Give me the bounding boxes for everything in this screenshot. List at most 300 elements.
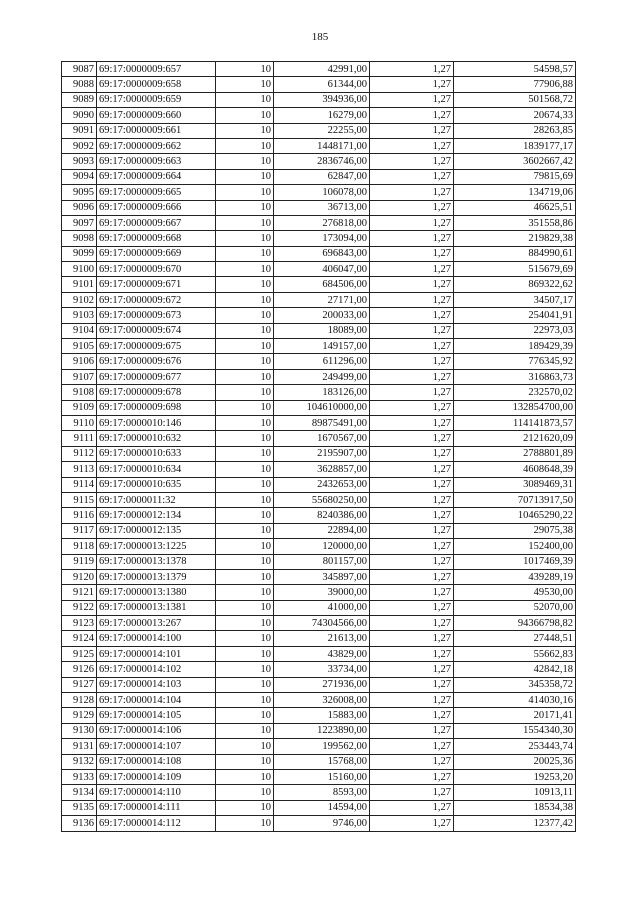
row-number-cell: 9123: [62, 616, 97, 631]
cadastral-number-cell: 69:17:0000010:634: [97, 462, 216, 477]
result-cell: 132854700,00: [454, 400, 576, 415]
row-number-cell: 9110: [62, 415, 97, 430]
table-row: [62, 339, 576, 354]
table-row: [62, 462, 576, 477]
category-cell: 10: [216, 523, 274, 538]
coefficient-cell: 1,27: [370, 292, 454, 307]
category-cell: 10: [216, 262, 274, 277]
table-row: [62, 354, 576, 369]
coefficient-cell: 1,27: [370, 554, 454, 569]
coefficient-cell: 1,27: [370, 415, 454, 430]
row-number-cell: 9131: [62, 739, 97, 754]
table-row: [62, 754, 576, 769]
row-number-cell: 9126: [62, 662, 97, 677]
category-cell: 10: [216, 662, 274, 677]
coefficient-cell: 1,27: [370, 754, 454, 769]
row-number-cell: 9129: [62, 708, 97, 723]
coefficient-cell: 1,27: [370, 123, 454, 138]
category-cell: 10: [216, 446, 274, 461]
coefficient-cell: 1,27: [370, 523, 454, 538]
table-row: [62, 800, 576, 815]
cadastral-number-cell: 69:17:0000014:101: [97, 646, 216, 661]
cadastral-number-cell: 69:17:0000014:109: [97, 769, 216, 784]
cadastral-number-cell: 69:17:0000013:1225: [97, 539, 216, 554]
result-cell: 2121620,09: [454, 431, 576, 446]
cadastral-number-cell: 69:17:0000009:658: [97, 77, 216, 92]
category-cell: 10: [216, 354, 274, 369]
result-cell: 27448,51: [454, 631, 576, 646]
cadastral-number-cell: 69:17:0000009:677: [97, 369, 216, 384]
table-row: [62, 708, 576, 723]
category-cell: 10: [216, 215, 274, 230]
coefficient-cell: 1,27: [370, 108, 454, 123]
cadastral-number-cell: 69:17:0000009:663: [97, 154, 216, 169]
coefficient-cell: 1,27: [370, 169, 454, 184]
result-cell: 134719,06: [454, 185, 576, 200]
row-number-cell: 9112: [62, 446, 97, 461]
row-number-cell: 9120: [62, 569, 97, 584]
value-cell: 394936,00: [274, 92, 370, 107]
row-number-cell: 9106: [62, 354, 97, 369]
row-number-cell: 9096: [62, 200, 97, 215]
category-cell: 10: [216, 508, 274, 523]
cadastral-number-cell: 69:17:0000009:660: [97, 108, 216, 123]
category-cell: 10: [216, 477, 274, 492]
result-cell: 10913,11: [454, 785, 576, 800]
result-cell: 2788801,89: [454, 446, 576, 461]
result-cell: 12377,42: [454, 816, 576, 831]
coefficient-cell: 1,27: [370, 785, 454, 800]
row-number-cell: 9128: [62, 693, 97, 708]
coefficient-cell: 1,27: [370, 262, 454, 277]
table-row: [62, 569, 576, 584]
result-cell: 29075,38: [454, 523, 576, 538]
category-cell: 10: [216, 277, 274, 292]
value-cell: 1223890,00: [274, 723, 370, 738]
value-cell: 41000,00: [274, 600, 370, 615]
cadastral-number-cell: 69:17:0000014:104: [97, 693, 216, 708]
row-number-cell: 9097: [62, 215, 97, 230]
result-cell: 22973,03: [454, 323, 576, 338]
coefficient-cell: 1,27: [370, 539, 454, 554]
row-number-cell: 9107: [62, 369, 97, 384]
cadastral-number-cell: 69:17:0000013:1381: [97, 600, 216, 615]
cadastral-number-cell: 69:17:0000009:665: [97, 185, 216, 200]
table-row: [62, 646, 576, 661]
table-row: [62, 539, 576, 554]
row-number-cell: 9115: [62, 492, 97, 507]
value-cell: 8240386,00: [274, 508, 370, 523]
coefficient-cell: 1,27: [370, 646, 454, 661]
cadastral-number-cell: 69:17:0000009:657: [97, 62, 216, 77]
table-row: [62, 277, 576, 292]
value-cell: 2432653,00: [274, 477, 370, 492]
table-row: [62, 693, 576, 708]
table-row: [62, 523, 576, 538]
row-number-cell: 9094: [62, 169, 97, 184]
coefficient-cell: 1,27: [370, 308, 454, 323]
result-cell: 20025,36: [454, 754, 576, 769]
value-cell: 406047,00: [274, 262, 370, 277]
value-cell: 1448171,00: [274, 138, 370, 153]
table-row: [62, 185, 576, 200]
cadastral-number-cell: 69:17:0000010:633: [97, 446, 216, 461]
category-cell: 10: [216, 292, 274, 307]
row-number-cell: 9121: [62, 585, 97, 600]
table-row: [62, 723, 576, 738]
category-cell: 10: [216, 231, 274, 246]
row-number-cell: 9091: [62, 123, 97, 138]
category-cell: 10: [216, 400, 274, 415]
category-cell: 10: [216, 385, 274, 400]
coefficient-cell: 1,27: [370, 492, 454, 507]
category-cell: 10: [216, 754, 274, 769]
row-number-cell: 9099: [62, 246, 97, 261]
table-row: [62, 262, 576, 277]
table-row: [62, 631, 576, 646]
cadastral-number-cell: 69:17:0000014:106: [97, 723, 216, 738]
result-cell: 439289,19: [454, 569, 576, 584]
category-cell: 10: [216, 492, 274, 507]
coefficient-cell: 1,27: [370, 462, 454, 477]
coefficient-cell: 1,27: [370, 616, 454, 631]
value-cell: 55680250,00: [274, 492, 370, 507]
cadastral-number-cell: 69:17:0000014:100: [97, 631, 216, 646]
category-cell: 10: [216, 739, 274, 754]
coefficient-cell: 1,27: [370, 154, 454, 169]
coefficient-cell: 1,27: [370, 354, 454, 369]
result-cell: 253443,74: [454, 739, 576, 754]
cadastral-number-cell: 69:17:0000009:675: [97, 339, 216, 354]
table-row: [62, 508, 576, 523]
result-cell: 77906,88: [454, 77, 576, 92]
coefficient-cell: 1,27: [370, 477, 454, 492]
category-cell: 10: [216, 108, 274, 123]
result-cell: 79815,69: [454, 169, 576, 184]
cadastral-number-cell: 69:17:0000009:670: [97, 262, 216, 277]
table-row: [62, 739, 576, 754]
result-cell: 1017469,39: [454, 554, 576, 569]
value-cell: 696843,00: [274, 246, 370, 261]
row-number-cell: 9103: [62, 308, 97, 323]
category-cell: 10: [216, 646, 274, 661]
coefficient-cell: 1,27: [370, 215, 454, 230]
table-row: [62, 138, 576, 153]
category-cell: 10: [216, 723, 274, 738]
category-cell: 10: [216, 816, 274, 831]
coefficient-cell: 1,27: [370, 385, 454, 400]
table-row: [62, 492, 576, 507]
row-number-cell: 9135: [62, 800, 97, 815]
cadastral-number-cell: 69:17:0000009:669: [97, 246, 216, 261]
table-body: [62, 62, 576, 832]
value-cell: 104610000,00: [274, 400, 370, 415]
coefficient-cell: 1,27: [370, 677, 454, 692]
result-cell: 219829,38: [454, 231, 576, 246]
category-cell: 10: [216, 769, 274, 784]
category-cell: 10: [216, 169, 274, 184]
coefficient-cell: 1,27: [370, 508, 454, 523]
value-cell: 22255,00: [274, 123, 370, 138]
value-cell: 22894,00: [274, 523, 370, 538]
cadastral-table: [61, 61, 576, 832]
result-cell: 10465290,22: [454, 508, 576, 523]
cadastral-number-cell: 69:17:0000009:667: [97, 215, 216, 230]
result-cell: 52070,00: [454, 600, 576, 615]
coefficient-cell: 1,27: [370, 339, 454, 354]
coefficient-cell: 1,27: [370, 693, 454, 708]
value-cell: 33734,00: [274, 662, 370, 677]
cadastral-number-cell: 69:17:0000012:134: [97, 508, 216, 523]
value-cell: 611296,00: [274, 354, 370, 369]
value-cell: 9746,00: [274, 816, 370, 831]
value-cell: 2195907,00: [274, 446, 370, 461]
table-row: [62, 677, 576, 692]
row-number-cell: 9122: [62, 600, 97, 615]
cadastral-number-cell: 69:17:0000009:671: [97, 277, 216, 292]
row-number-cell: 9101: [62, 277, 97, 292]
value-cell: 120000,00: [274, 539, 370, 554]
value-cell: 14594,00: [274, 800, 370, 815]
category-cell: 10: [216, 431, 274, 446]
value-cell: 36713,00: [274, 200, 370, 215]
cadastral-number-cell: 69:17:0000014:110: [97, 785, 216, 800]
cadastral-number-cell: 69:17:0000014:103: [97, 677, 216, 692]
result-cell: 884990,61: [454, 246, 576, 261]
table-row: [62, 123, 576, 138]
result-cell: 1839177,17: [454, 138, 576, 153]
category-cell: 10: [216, 415, 274, 430]
category-cell: 10: [216, 138, 274, 153]
coefficient-cell: 1,27: [370, 631, 454, 646]
category-cell: 10: [216, 77, 274, 92]
cadastral-number-cell: 69:17:0000009:676: [97, 354, 216, 369]
coefficient-cell: 1,27: [370, 323, 454, 338]
result-cell: 869322,62: [454, 277, 576, 292]
value-cell: 16279,00: [274, 108, 370, 123]
category-cell: 10: [216, 616, 274, 631]
table-row: [62, 400, 576, 415]
table-row: [62, 785, 576, 800]
value-cell: 27171,00: [274, 292, 370, 307]
category-cell: 10: [216, 123, 274, 138]
cadastral-number-cell: 69:17:0000010:632: [97, 431, 216, 446]
result-cell: 28263,85: [454, 123, 576, 138]
coefficient-cell: 1,27: [370, 816, 454, 831]
result-cell: 49530,00: [454, 585, 576, 600]
value-cell: 326008,00: [274, 693, 370, 708]
table-row: [62, 323, 576, 338]
value-cell: 18089,00: [274, 323, 370, 338]
cadastral-number-cell: 69:17:0000009:661: [97, 123, 216, 138]
table-row: [62, 446, 576, 461]
cadastral-number-cell: 69:17:0000013:1380: [97, 585, 216, 600]
value-cell: 345897,00: [274, 569, 370, 584]
cadastral-number-cell: 69:17:0000009:673: [97, 308, 216, 323]
coefficient-cell: 1,27: [370, 92, 454, 107]
row-number-cell: 9134: [62, 785, 97, 800]
result-cell: 189429,39: [454, 339, 576, 354]
category-cell: 10: [216, 708, 274, 723]
result-cell: 351558,86: [454, 215, 576, 230]
category-cell: 10: [216, 554, 274, 569]
result-cell: 515679,69: [454, 262, 576, 277]
category-cell: 10: [216, 246, 274, 261]
result-cell: 42842,18: [454, 662, 576, 677]
coefficient-cell: 1,27: [370, 231, 454, 246]
value-cell: 39000,00: [274, 585, 370, 600]
value-cell: 684506,00: [274, 277, 370, 292]
table-row: [62, 200, 576, 215]
row-number-cell: 9127: [62, 677, 97, 692]
result-cell: 20171,41: [454, 708, 576, 723]
result-cell: 46625,51: [454, 200, 576, 215]
row-number-cell: 9088: [62, 77, 97, 92]
coefficient-cell: 1,27: [370, 185, 454, 200]
value-cell: 15160,00: [274, 769, 370, 784]
coefficient-cell: 1,27: [370, 769, 454, 784]
table-row: [62, 616, 576, 631]
row-number-cell: 9136: [62, 816, 97, 831]
row-number-cell: 9100: [62, 262, 97, 277]
row-number-cell: 9087: [62, 62, 97, 77]
category-cell: 10: [216, 693, 274, 708]
value-cell: 8593,00: [274, 785, 370, 800]
coefficient-cell: 1,27: [370, 246, 454, 261]
row-number-cell: 9095: [62, 185, 97, 200]
row-number-cell: 9102: [62, 292, 97, 307]
result-cell: 776345,92: [454, 354, 576, 369]
row-number-cell: 9119: [62, 554, 97, 569]
row-number-cell: 9132: [62, 754, 97, 769]
category-cell: 10: [216, 369, 274, 384]
result-cell: 18534,38: [454, 800, 576, 815]
cadastral-number-cell: 69:17:0000009:662: [97, 138, 216, 153]
value-cell: 173094,00: [274, 231, 370, 246]
cadastral-number-cell: 69:17:0000009:666: [97, 200, 216, 215]
value-cell: 74304566,00: [274, 616, 370, 631]
coefficient-cell: 1,27: [370, 138, 454, 153]
table-row: [62, 769, 576, 784]
coefficient-cell: 1,27: [370, 708, 454, 723]
coefficient-cell: 1,27: [370, 400, 454, 415]
value-cell: 61344,00: [274, 77, 370, 92]
cadastral-number-cell: 69:17:0000010:635: [97, 477, 216, 492]
category-cell: 10: [216, 800, 274, 815]
row-number-cell: 9105: [62, 339, 97, 354]
cadastral-number-cell: 69:17:0000014:102: [97, 662, 216, 677]
result-cell: 70713917,50: [454, 492, 576, 507]
category-cell: 10: [216, 185, 274, 200]
row-number-cell: 9114: [62, 477, 97, 492]
result-cell: 501568,72: [454, 92, 576, 107]
coefficient-cell: 1,27: [370, 800, 454, 815]
table-row: [62, 385, 576, 400]
coefficient-cell: 1,27: [370, 723, 454, 738]
result-cell: 254041,91: [454, 308, 576, 323]
category-cell: 10: [216, 600, 274, 615]
result-cell: 414030,16: [454, 693, 576, 708]
cadastral-number-cell: 69:17:0000009:678: [97, 385, 216, 400]
category-cell: 10: [216, 677, 274, 692]
table-row: [62, 231, 576, 246]
cadastral-number-cell: 69:17:0000009:698: [97, 400, 216, 415]
cadastral-number-cell: 69:17:0000010:146: [97, 415, 216, 430]
page-number: 185: [311, 31, 329, 43]
cadastral-number-cell: 69:17:0000014:107: [97, 739, 216, 754]
result-cell: 152400,00: [454, 539, 576, 554]
table-row: [62, 600, 576, 615]
cadastral-number-cell: 69:17:0000009:659: [97, 92, 216, 107]
coefficient-cell: 1,27: [370, 62, 454, 77]
value-cell: 200033,00: [274, 308, 370, 323]
coefficient-cell: 1,27: [370, 585, 454, 600]
coefficient-cell: 1,27: [370, 446, 454, 461]
category-cell: 10: [216, 585, 274, 600]
coefficient-cell: 1,27: [370, 739, 454, 754]
table-row: [62, 662, 576, 677]
value-cell: 183126,00: [274, 385, 370, 400]
table-row: [62, 77, 576, 92]
result-cell: 4608648,39: [454, 462, 576, 477]
table-row: [62, 92, 576, 107]
result-cell: 114141873,57: [454, 415, 576, 430]
value-cell: 2836746,00: [274, 154, 370, 169]
category-cell: 10: [216, 569, 274, 584]
row-number-cell: 9111: [62, 431, 97, 446]
value-cell: 249499,00: [274, 369, 370, 384]
value-cell: 1670567,00: [274, 431, 370, 446]
row-number-cell: 9089: [62, 92, 97, 107]
row-number-cell: 9116: [62, 508, 97, 523]
cadastral-number-cell: 69:17:0000013:267: [97, 616, 216, 631]
table-row: [62, 816, 576, 831]
cadastral-number-cell: 69:17:0000012:135: [97, 523, 216, 538]
result-cell: 20674,33: [454, 108, 576, 123]
value-cell: 89875491,00: [274, 415, 370, 430]
table-row: [62, 154, 576, 169]
cadastral-number-cell: 69:17:0000014:105: [97, 708, 216, 723]
value-cell: 42991,00: [274, 62, 370, 77]
cadastral-number-cell: 69:17:0000014:112: [97, 816, 216, 831]
cadastral-number-cell: 69:17:0000013:1378: [97, 554, 216, 569]
table-row: [62, 292, 576, 307]
table-row: [62, 308, 576, 323]
result-cell: 19253,20: [454, 769, 576, 784]
coefficient-cell: 1,27: [370, 277, 454, 292]
value-cell: 15768,00: [274, 754, 370, 769]
table-row: [62, 62, 576, 77]
row-number-cell: 9109: [62, 400, 97, 415]
coefficient-cell: 1,27: [370, 600, 454, 615]
table-row: [62, 246, 576, 261]
result-cell: 55662,83: [454, 646, 576, 661]
result-cell: 3089469,31: [454, 477, 576, 492]
category-cell: 10: [216, 323, 274, 338]
value-cell: 15883,00: [274, 708, 370, 723]
cadastral-number-cell: 69:17:0000014:108: [97, 754, 216, 769]
category-cell: 10: [216, 154, 274, 169]
row-number-cell: 9092: [62, 138, 97, 153]
row-number-cell: 9117: [62, 523, 97, 538]
value-cell: 149157,00: [274, 339, 370, 354]
category-cell: 10: [216, 200, 274, 215]
coefficient-cell: 1,27: [370, 77, 454, 92]
cadastral-number-cell: 69:17:0000011:32: [97, 492, 216, 507]
row-number-cell: 9104: [62, 323, 97, 338]
category-cell: 10: [216, 539, 274, 554]
category-cell: 10: [216, 785, 274, 800]
